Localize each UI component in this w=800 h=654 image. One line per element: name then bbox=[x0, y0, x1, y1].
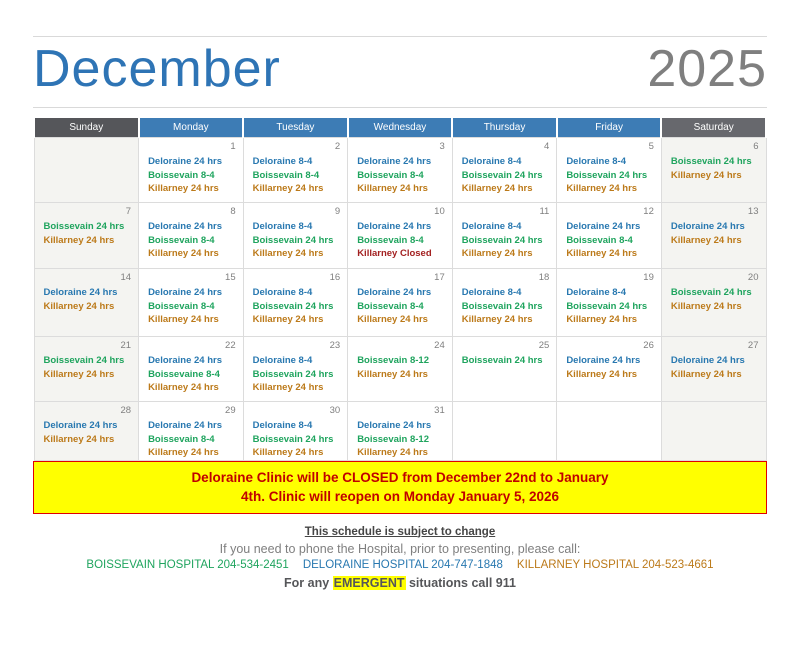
schedule-entry-deloraine: Deloraine 8-4 bbox=[566, 156, 626, 167]
calendar-cell bbox=[243, 402, 348, 461]
schedule-entry-killarney: Killarney 24 hrs bbox=[43, 433, 115, 445]
date-number: 11 bbox=[539, 206, 550, 217]
calendar-cell bbox=[243, 138, 348, 203]
hospital-contact-boissevain: BOISSEVAIN HOSPITAL 204-534-2451 bbox=[86, 558, 289, 571]
calendar-cell bbox=[661, 203, 766, 269]
schedule-entry-boissevain: Boissevain 24 hrs bbox=[43, 221, 125, 232]
schedule-entry-killarney: Killarney 24 hrs bbox=[357, 314, 428, 325]
schedule-entry-boissevain: Boissevain 8-4 bbox=[148, 234, 215, 246]
calendar-cell bbox=[348, 203, 453, 269]
schedule-entry-killarney: Killarney 24 hrs bbox=[670, 300, 742, 312]
schedule-entry-killarney: Killarney 24 hrs bbox=[566, 314, 638, 325]
date-number: 6 bbox=[753, 141, 759, 152]
date-number: 13 bbox=[747, 206, 759, 217]
schedule-entry-killarney: Killarney 24 hrs bbox=[252, 447, 324, 458]
schedule-entry-boissevain: Boissevain 24 hrs bbox=[252, 433, 334, 445]
schedule-entry-deloraine: Deloraine 24 hrs bbox=[670, 355, 745, 366]
schedule-entry-killarney: Killarney 24 hrs bbox=[670, 368, 742, 380]
schedule-entry-killarney: Killarney 24 hrs bbox=[670, 169, 742, 181]
schedule-entry-boissevain: Boissevain 8-4 bbox=[148, 433, 215, 445]
schedule-entry-boissevain: Boissevain 8-12 bbox=[357, 433, 430, 445]
date-number: 2 bbox=[334, 141, 341, 152]
schedule-entry-deloraine: Deloraine 24 hrs bbox=[357, 420, 432, 431]
calendar-cell bbox=[557, 269, 662, 337]
calendar-cell bbox=[452, 269, 557, 337]
calendar-cell bbox=[661, 402, 766, 461]
calendar-cell bbox=[348, 138, 453, 203]
schedule-entry-boissevain: Boissevain 24 hrs bbox=[461, 234, 543, 246]
schedule-entry-deloraine: Deloraine 24 hrs bbox=[357, 221, 432, 232]
hospital-contact-deloraine: DELORAINE HOSPITAL 204-747-1848 bbox=[302, 558, 503, 571]
emergency-suffix: situations call 911 bbox=[405, 575, 516, 590]
calendar-cell bbox=[557, 138, 662, 203]
calendar-cell bbox=[34, 269, 139, 337]
schedule-entry-boissevain: Boissevaine 8-4 bbox=[148, 368, 220, 380]
schedule-entry-killarney: Killarney 24 hrs bbox=[252, 314, 324, 325]
schedule-entry-killarney: Killarney 24 hrs bbox=[670, 234, 742, 246]
date-number: 29 bbox=[225, 405, 236, 416]
schedule-entry-boissevain: Boissevain 24 hrs bbox=[252, 234, 334, 246]
calendar-table bbox=[33, 118, 767, 461]
phone-intro: If you need to phone the Hospital, prior to presenting, please call: bbox=[219, 541, 581, 556]
schedule-entry-killarney: Killarney 24 hrs bbox=[461, 183, 533, 194]
schedule-entry-deloraine: Deloraine 24 hrs bbox=[566, 355, 641, 366]
schedule-entry-killarney: Killarney 24 hrs bbox=[148, 314, 219, 325]
schedule-entry-deloraine: Deloraine 24 hrs bbox=[148, 355, 222, 366]
schedule-entry-boissevain: Boissevain 8-4 bbox=[148, 169, 215, 181]
calendar-body bbox=[34, 138, 766, 461]
schedule-entry-killarney: Killarney 24 hrs bbox=[148, 447, 219, 458]
weekday-row bbox=[34, 118, 766, 138]
calendar-week-row bbox=[34, 269, 766, 337]
calendar-title-row bbox=[33, 37, 767, 107]
calendar-cell bbox=[34, 138, 139, 203]
schedule-entry-deloraine: Deloraine 24 hrs bbox=[148, 221, 222, 232]
schedule-entry-killarney: Killarney 24 hrs bbox=[43, 368, 115, 380]
emergency-prefix: For any bbox=[284, 575, 333, 590]
date-number bbox=[557, 402, 661, 419]
date-number: 3 bbox=[439, 141, 445, 152]
schedule-entry-killarney: Killarney 24 hrs bbox=[43, 234, 115, 246]
calendar-week-row bbox=[34, 402, 766, 461]
title-divider bbox=[33, 107, 767, 108]
schedule-entry-killarney: Killarney 24 hrs bbox=[566, 248, 638, 259]
weekday-header-saturday: Saturday bbox=[661, 118, 766, 138]
schedule-entry-deloraine: Deloraine 24 hrs bbox=[357, 287, 432, 298]
schedule-entry-boissevain: Boissevain 24 hrs bbox=[670, 287, 752, 298]
calendar-cell bbox=[661, 269, 766, 337]
schedule-entry-killarney: Killarney 24 hrs bbox=[461, 314, 533, 325]
schedule-entry-killarney: Killarney 24 hrs bbox=[43, 300, 115, 312]
schedule-entry-deloraine: Deloraine 24 hrs bbox=[43, 420, 118, 431]
schedule-entry-boissevain: Boissevain 24 hrs bbox=[461, 300, 543, 312]
schedule-entry-boissevain: Boissevain 24 hrs bbox=[252, 300, 334, 312]
date-number: 10 bbox=[434, 206, 445, 217]
schedule-entry-boissevain: Boissevain 8-4 bbox=[357, 300, 424, 312]
calendar-cell bbox=[348, 337, 453, 402]
emergency-note bbox=[33, 575, 767, 592]
date-number: 9 bbox=[334, 206, 341, 217]
date-number: 16 bbox=[329, 272, 341, 283]
schedule-entry-deloraine: Deloraine 8-4 bbox=[461, 221, 522, 232]
weekday-header-tuesday: Tuesday bbox=[243, 118, 348, 138]
schedule-entry-killarney: Killarney 24 hrs bbox=[357, 183, 428, 194]
closure-banner-line2: 4th. Clinic will reopen on Monday January 5, 2026 bbox=[240, 488, 560, 504]
calendar-cell bbox=[243, 337, 348, 402]
closure-banner bbox=[33, 461, 767, 514]
weekday-header-wednesday: Wednesday bbox=[348, 118, 453, 138]
date-number: 25 bbox=[538, 340, 550, 351]
date-number: 5 bbox=[648, 141, 654, 152]
calendar-cell bbox=[661, 138, 766, 203]
hospital-contact-killarney: KILLARNEY HOSPITAL 204-523-4661 bbox=[516, 558, 714, 571]
schedule-entry-deloraine: Deloraine 8-4 bbox=[252, 355, 313, 366]
date-number: 4 bbox=[544, 141, 550, 152]
schedule-entry-deloraine: Deloraine 8-4 bbox=[461, 156, 522, 167]
schedule-entry-deloraine: Deloraine 8-4 bbox=[566, 287, 626, 298]
schedule-entry-killarney: Killarney 24 hrs bbox=[148, 248, 219, 259]
date-number: 12 bbox=[643, 206, 654, 217]
schedule-entry-deloraine: Deloraine 24 hrs bbox=[148, 287, 222, 298]
schedule-entry-boissevain: Boissevain 24 hrs bbox=[670, 156, 752, 167]
weekday-header-friday: Friday bbox=[557, 118, 662, 138]
calendar-cell bbox=[452, 138, 557, 203]
schedule-entry-killarney: Killarney 24 hrs bbox=[252, 382, 324, 393]
calendar-cell bbox=[139, 138, 244, 203]
schedule-document bbox=[33, 36, 767, 592]
date-number: 30 bbox=[329, 405, 341, 416]
closure-banner-line1: Deloraine Clinic will be CLOSED from December 22nd to January bbox=[191, 469, 609, 485]
date-number: 23 bbox=[329, 340, 341, 351]
schedule-entry-deloraine: Deloraine 24 hrs bbox=[148, 156, 222, 167]
schedule-entry-boissevain: Boissevain 8-4 bbox=[148, 300, 215, 312]
schedule-entry-deloraine: Deloraine 24 hrs bbox=[148, 420, 222, 431]
calendar-cell bbox=[452, 337, 557, 402]
schedule-entry-deloraine: Deloraine 24 hrs bbox=[357, 156, 432, 167]
schedule-notice: This schedule is subject to change bbox=[304, 525, 496, 538]
calendar-cell bbox=[557, 203, 662, 269]
schedule-entry-killarney: Killarney 24 hrs bbox=[148, 183, 219, 194]
date-number: 17 bbox=[434, 272, 445, 283]
calendar-cell bbox=[139, 337, 244, 402]
schedule-entry-boissevain: Boissevain 8-12 bbox=[357, 355, 430, 366]
calendar-cell bbox=[34, 203, 139, 269]
date-number: 21 bbox=[120, 340, 132, 351]
calendar-cell bbox=[139, 402, 244, 461]
schedule-entry-killarney: Killarney 24 hrs bbox=[252, 183, 324, 194]
schedule-entry-killarney: Killarney 24 hrs bbox=[461, 248, 533, 259]
schedule-entry-killarney: Killarney 24 hrs bbox=[148, 382, 219, 393]
schedule-entry-deloraine: Deloraine 24 hrs bbox=[670, 221, 745, 232]
date-number bbox=[662, 402, 766, 419]
date-number: 18 bbox=[538, 272, 550, 283]
calendar-cell bbox=[34, 337, 139, 402]
schedule-entry-deloraine: Deloraine 8-4 bbox=[252, 221, 313, 232]
calendar-cell bbox=[139, 203, 244, 269]
schedule-entry-killarney: Killarney 24 hrs bbox=[357, 447, 428, 458]
schedule-entry-killarney: Killarney 24 hrs bbox=[566, 368, 638, 380]
schedule-entry-boissevain: Boissevain 24 hrs bbox=[252, 368, 334, 380]
schedule-entry-boissevain: Boissevain 8-4 bbox=[357, 169, 424, 181]
date-number: 28 bbox=[120, 405, 132, 416]
schedule-entry-killarney: Killarney 24 hrs bbox=[252, 248, 324, 259]
date-number: 7 bbox=[125, 206, 132, 217]
schedule-entry-boissevain: Boissevain 24 hrs bbox=[461, 169, 543, 181]
emergency-highlight: EMERGENT bbox=[333, 575, 405, 590]
weekday-header-thursday: Thursday bbox=[452, 118, 557, 138]
year-title: 2025 bbox=[647, 40, 767, 98]
schedule-entry-boissevain: Boissevain 24 hrs bbox=[566, 300, 648, 312]
date-number: 20 bbox=[747, 272, 759, 283]
schedule-entry-boissevain: Boissevain 8-4 bbox=[566, 234, 633, 246]
schedule-entry-deloraine: Deloraine 8-4 bbox=[252, 287, 313, 298]
calendar-cell bbox=[243, 203, 348, 269]
date-number: 14 bbox=[120, 272, 132, 283]
calendar-cell bbox=[348, 269, 453, 337]
schedule-entry-boissevain: Boissevain 24 hrs bbox=[43, 355, 125, 366]
date-number: 31 bbox=[434, 405, 445, 416]
calendar-cell bbox=[661, 337, 766, 402]
schedule-entry-deloraine: Deloraine 24 hrs bbox=[566, 221, 641, 232]
hospital-contacts bbox=[33, 558, 767, 573]
date-number: 27 bbox=[747, 340, 759, 351]
date-number bbox=[35, 138, 139, 155]
schedule-entry-killarney: Killarney 24 hrs bbox=[566, 183, 638, 194]
calendar-cell bbox=[34, 402, 139, 461]
footer bbox=[33, 525, 767, 592]
date-number: 8 bbox=[230, 206, 236, 217]
calendar-week-row bbox=[34, 138, 766, 203]
calendar-cell bbox=[139, 269, 244, 337]
calendar-week-row bbox=[34, 337, 766, 402]
schedule-entry-deloraine: Deloraine 8-4 bbox=[252, 420, 313, 431]
weekday-header-sunday: Sunday bbox=[34, 118, 139, 138]
calendar-cell bbox=[557, 402, 662, 461]
schedule-entry-closed: Killarney Closed bbox=[357, 248, 432, 259]
date-number: 1 bbox=[230, 141, 236, 152]
schedule-entry-boissevain: Boissevain 8-4 bbox=[357, 234, 424, 246]
schedule-entry-boissevain: Boissevain 24 hrs bbox=[461, 355, 543, 366]
schedule-entry-boissevain: Boissevain 8-4 bbox=[252, 169, 320, 181]
calendar-cell bbox=[348, 402, 453, 461]
schedule-entry-deloraine: Deloraine 24 hrs bbox=[43, 287, 118, 298]
weekday-header-monday: Monday bbox=[139, 118, 244, 138]
date-number: 22 bbox=[225, 340, 236, 351]
calendar-cell bbox=[557, 337, 662, 402]
calendar-cell bbox=[452, 402, 557, 461]
date-number: 15 bbox=[225, 272, 236, 283]
schedule-entry-deloraine: Deloraine 8-4 bbox=[461, 287, 522, 298]
date-number: 26 bbox=[643, 340, 654, 351]
date-number: 24 bbox=[434, 340, 445, 351]
calendar-cell bbox=[452, 203, 557, 269]
schedule-entry-deloraine: Deloraine 8-4 bbox=[252, 156, 313, 167]
date-number bbox=[453, 402, 557, 419]
calendar-week-row bbox=[34, 203, 766, 269]
schedule-entry-killarney: Killarney 24 hrs bbox=[357, 368, 428, 380]
schedule-entry-boissevain: Boissevain 24 hrs bbox=[566, 169, 648, 181]
month-title: December bbox=[33, 40, 281, 98]
date-number: 19 bbox=[643, 272, 654, 283]
calendar-cell bbox=[243, 269, 348, 337]
